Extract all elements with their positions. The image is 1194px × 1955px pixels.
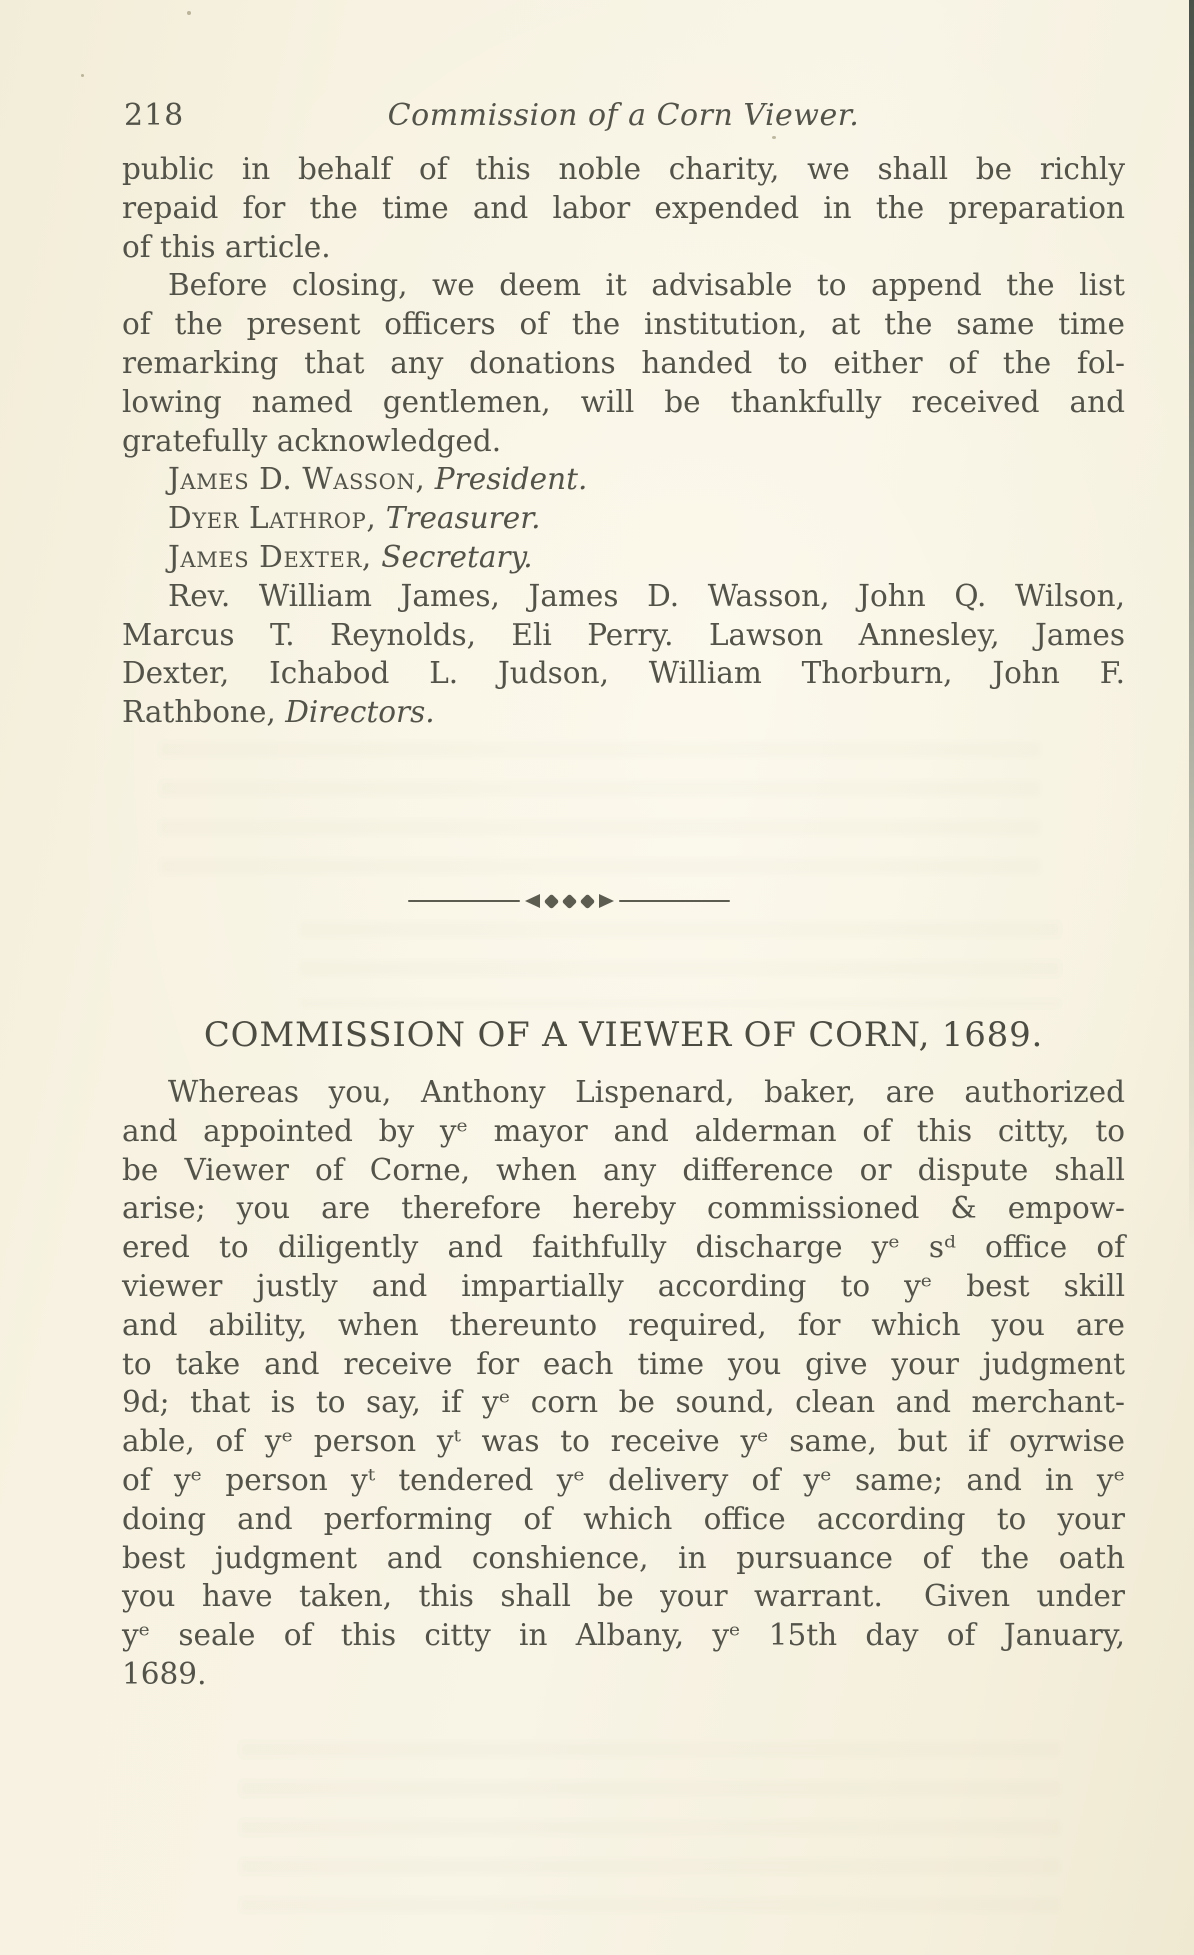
officer-name: James D. Wasson, — [168, 462, 426, 497]
text-line: of the present officers of the institution, at the same time — [122, 307, 1125, 342]
ornament-divider — [408, 893, 730, 909]
officer-name: Dyer Lathrop, — [168, 501, 377, 536]
text-line: 9d; that is to say, if yᵉ corn be sound, clean and merchant- — [122, 1385, 1125, 1420]
text-line: Dexter, Ichabod L. Judson, William Thorburn, John F. — [122, 656, 1125, 691]
text-line: repaid for the time and labor expended in the preparation — [122, 190, 1125, 225]
text-line: be Viewer of Corne, when any difference or dispute shall — [122, 1152, 1125, 1187]
text-line: and ability, when thereunto required, for which you are — [122, 1307, 1125, 1342]
diamond-icon — [561, 893, 577, 909]
paper-speck — [187, 11, 191, 15]
arrow-right-icon — [599, 894, 614, 908]
officer-title: Secretary. — [381, 539, 533, 574]
text-line: yᵉ seale of this citty in Albany, yᵉ 15th day of January, — [122, 1618, 1125, 1653]
intro-text — [122, 150, 1125, 732]
text-line: Rev. William James, James D. Wasson, John Q. Wilson, — [168, 578, 1125, 613]
text-line: gratefully acknowledged. — [122, 423, 502, 458]
text-line: able, of yᵉ person yᵗ was to receive yᵉ same, but if oyrwise — [122, 1424, 1125, 1459]
diamond-icon — [579, 893, 595, 909]
text-line: best judgment and conshience, in pursuance of the oath — [122, 1540, 1125, 1575]
paper-speck — [81, 74, 84, 77]
officer-title: President. — [434, 462, 588, 497]
scan-edge-shadow — [1189, 0, 1194, 1250]
arrow-left-icon — [525, 894, 540, 908]
diamond-icon — [543, 893, 559, 909]
text-line: doing and performing of which office according to your — [122, 1501, 1125, 1536]
text-line: Whereas you, Anthony Lispenard, baker, are authorized — [168, 1075, 1125, 1109]
text-line: lowing named gentlemen, will be thankfully received and — [122, 384, 1125, 419]
section-heading: COMMISSION OF A VIEWER OF CORN, 1689. — [203, 1015, 1044, 1055]
text-line: Marcus T. Reynolds, Eli Perry. Lawson Annesley, James — [122, 617, 1125, 652]
text-line: of yᵉ person yᵗ tendered yᵉ delivery of yᵉ same; and in yᵉ — [122, 1462, 1125, 1497]
text-line: to take and receive for each time you give your judgment — [122, 1346, 1125, 1381]
divider-rule-left — [408, 900, 520, 902]
text-line: Before closing, we deem it advisable to append the list — [168, 268, 1125, 303]
divider-rule-right — [619, 900, 731, 902]
directors-last-name: Rathbone, — [122, 695, 286, 730]
directors-role: Directors. — [285, 695, 435, 730]
text-line: and appointed by yᵉ mayor and alderman of this citty, to — [122, 1113, 1125, 1148]
text-line: viewer justly and impartially according to yᵉ best skill — [122, 1268, 1125, 1303]
text-line: of this article. — [122, 229, 331, 264]
text-line: remarking that any donations handed to either of the fol- — [122, 345, 1125, 380]
page-number: 218 — [124, 98, 185, 133]
officer-name: James Dexter, — [168, 539, 372, 574]
commission-text — [122, 1073, 1125, 1694]
officer-secretary — [122, 538, 1125, 577]
text-line: 1689. — [122, 1656, 207, 1691]
running-head — [122, 96, 1125, 138]
officer-treasurer — [122, 499, 1125, 538]
text-line: you have taken, this shall be your warrant. Given under — [122, 1579, 1125, 1614]
text-line: ered to diligently and faithfully discharge yᵉ sᵈ office of — [122, 1230, 1125, 1265]
text-line: arise; you are therefore hereby commissioned & empow- — [122, 1191, 1125, 1226]
officer-title: Treasurer. — [385, 501, 541, 536]
text-line: public in behalf of this noble charity, we shall be richly — [122, 152, 1125, 186]
show-through-ghost — [240, 1742, 1060, 1912]
text-line — [122, 693, 1125, 732]
officer-president — [122, 460, 1125, 499]
show-through-ghost — [300, 922, 1060, 1007]
show-through-ghost — [160, 742, 1040, 882]
running-title: Commission of a Corn Viewer. — [387, 98, 860, 133]
